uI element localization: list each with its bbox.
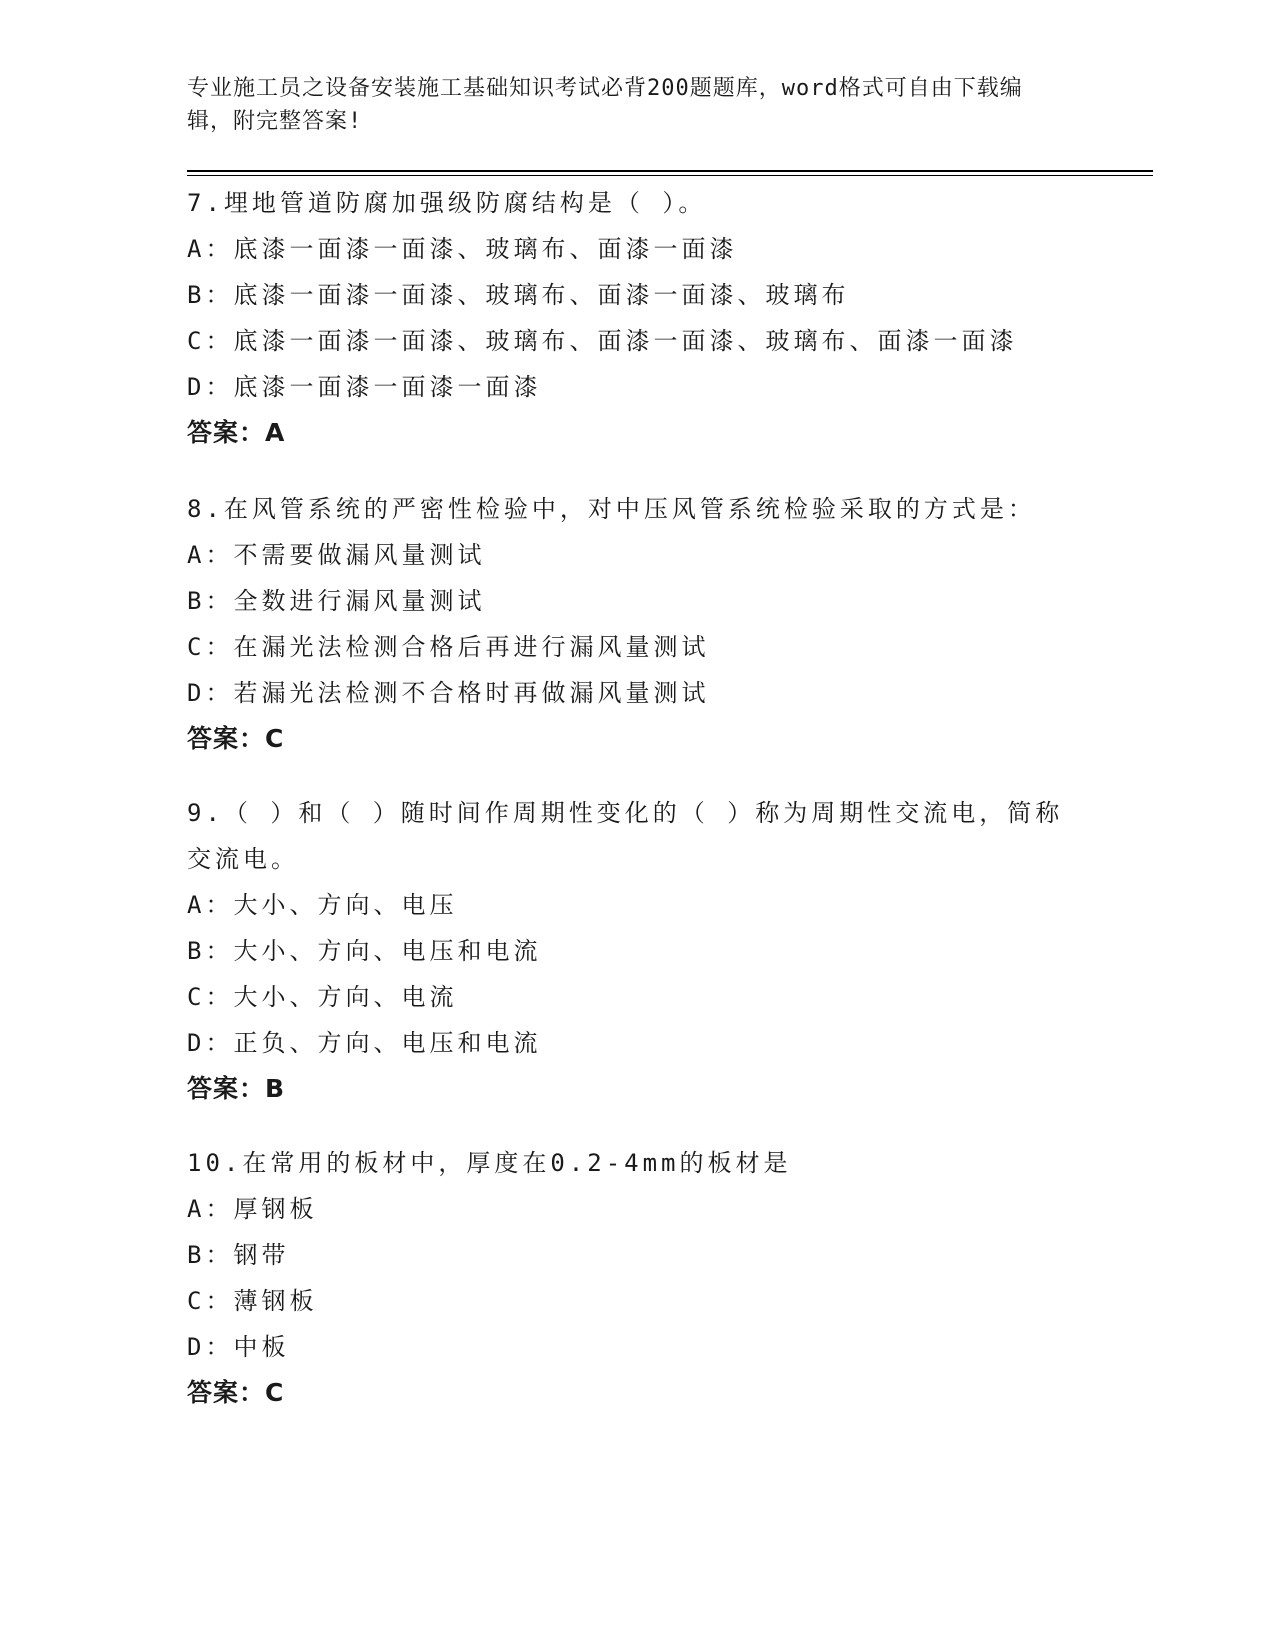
option-a: A：厚钢板 xyxy=(187,1195,318,1223)
answer: 答案：C xyxy=(187,724,285,753)
option-a: A：大小、方向、电压 xyxy=(187,891,458,919)
header-divider-top xyxy=(187,170,1153,172)
answer: 答案：C xyxy=(187,1378,285,1407)
option-b: B：钢带 xyxy=(187,1241,290,1269)
answer: 答案：A xyxy=(187,418,286,447)
document-header: 专业施工员之设备安装施工基础知识考试必背200题题库，word格式可自由下载编辑，附完整答案! xyxy=(187,76,1023,134)
question-stem: 10.在常用的板材中，厚度在0.2-4mm的板材是 xyxy=(187,1149,792,1177)
option-c: C：大小、方向、电流 xyxy=(187,983,458,1011)
option-b: B：全数进行漏风量测试 xyxy=(187,587,486,615)
option-d: D：底漆一面漆一面漆一面漆 xyxy=(187,373,542,401)
question-stem: 7.埋地管道防腐加强级防腐结构是（ ）。 xyxy=(187,189,707,217)
option-c: C：在漏光法检测合格后再进行漏风量测试 xyxy=(187,633,710,661)
option-c: C：底漆一面漆一面漆、玻璃布、面漆一面漆、玻璃布、面漆一面漆 xyxy=(187,327,1018,355)
option-a: A：底漆一面漆一面漆、玻璃布、面漆一面漆 xyxy=(187,235,738,263)
option-b: B：底漆一面漆一面漆、玻璃布、面漆一面漆、玻璃布 xyxy=(187,281,850,309)
question-stem: 9.（ ）和（ ）随时间作周期性变化的（ ）称为周期性交流电，简称交流电。 xyxy=(187,799,1064,873)
question-stem: 8.在风管系统的严密性检验中，对中压风管系统检验采取的方式是： xyxy=(187,495,1036,523)
question-7 xyxy=(187,180,1107,456)
option-b: B：大小、方向、电压和电流 xyxy=(187,937,542,965)
header-divider-bottom xyxy=(187,175,1153,176)
question-8 xyxy=(187,486,1107,762)
answer: 答案：B xyxy=(187,1074,286,1103)
option-a: A：不需要做漏风量测试 xyxy=(187,541,486,569)
question-10 xyxy=(187,1140,1107,1416)
option-d: D：正负、方向、电压和电流 xyxy=(187,1029,542,1057)
option-c: C：薄钢板 xyxy=(187,1287,318,1315)
option-d: D：若漏光法检测不合格时再做漏风量测试 xyxy=(187,679,710,707)
option-d: D：中板 xyxy=(187,1333,290,1361)
question-9 xyxy=(187,790,1107,1112)
